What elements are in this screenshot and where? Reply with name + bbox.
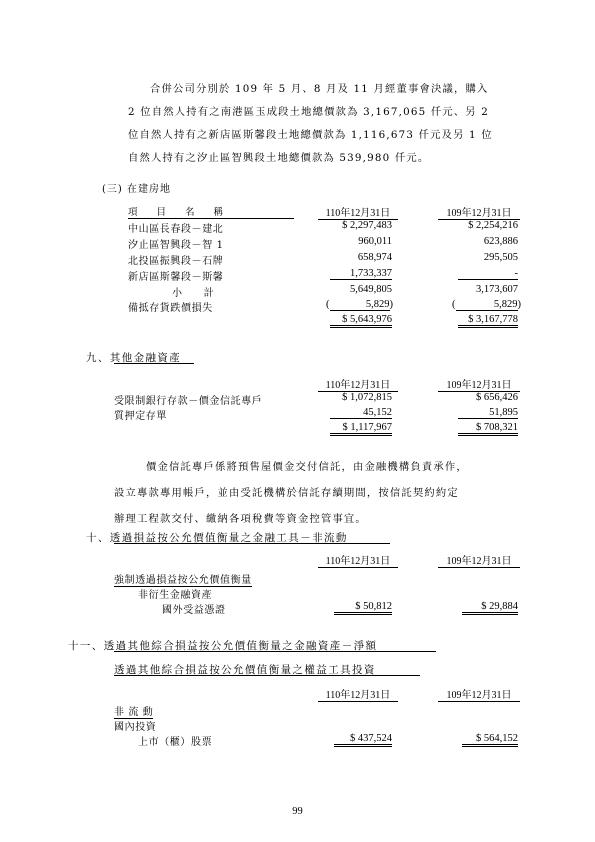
- page-number: 99: [292, 806, 303, 817]
- section9-row-2021: $ 1,072,815: [342, 392, 392, 403]
- construction-row-label: 中山區長春段－建北: [128, 224, 224, 235]
- construction-row-2021: 658,974: [357, 252, 392, 263]
- construction-col-2021: 110年12月31日: [318, 204, 398, 220]
- section11-col-2020: 109年12月31日: [438, 686, 520, 702]
- section9-title-underline: [114, 363, 194, 364]
- construction-col-item: 項 目 名 稱: [128, 204, 294, 219]
- section11-subtitle-text: 透過其他綜合損益按公允價值衡量之權益工具投資: [114, 664, 376, 676]
- section11-label-listed-stocks: 上市（櫃）股票: [138, 737, 213, 748]
- construction-total-2021: $ 5,643,976: [330, 314, 392, 328]
- intro-line: 合併公司分別於 109 年 5 月、8 月及 11 月經董事會決議，購入: [150, 83, 489, 95]
- section9-title-text: 九、其他金融資產: [86, 352, 182, 364]
- section10-col-2021: 110年12月31日: [318, 552, 398, 568]
- intro-line: 位自然人持有之新店區斯馨段土地總價款為 1,116,673 仟元及另 1 位: [128, 129, 493, 141]
- construction-subtotal-2021: 5,649,805: [350, 284, 392, 295]
- construction-subtotal-label: 小 計: [172, 288, 215, 299]
- intro-line: 2 位自然人持有之南港區玉成段土地總價款為 3,167,065 仟元、另 2: [128, 106, 490, 118]
- section11-label-domestic: 國內投資: [114, 722, 157, 733]
- construction-row-2020: -: [458, 268, 518, 280]
- construction-row-2021: $ 2,297,483: [342, 220, 392, 231]
- section11-col-2021: 110年12月31日: [318, 686, 398, 702]
- section11-value-2021: $ 437,524: [334, 733, 392, 747]
- section10-title-underline: [114, 543, 390, 544]
- construction-row-label: 新店區斯馨段－斯馨: [128, 272, 224, 283]
- construction-subtotal-2020: 3,173,607: [476, 284, 518, 295]
- section9-note-line: 價金信託專戶係將預售屋價金交付信託，由金融機構負責承作，: [146, 461, 468, 473]
- construction-allowance-2020: ( 5,829): [452, 299, 521, 310]
- section9-note-line: 設立專款專用帳戶，並由受託機構於信託存續期間，按信託契約約定: [114, 487, 459, 499]
- section11-title-underline: [114, 651, 436, 652]
- intro-line: 自然人持有之汐止區智興段土地總價款為 539,980 仟元。: [128, 152, 430, 164]
- construction-row-label: 汐止區智興段－智 1: [128, 240, 224, 251]
- construction-row-2020: 623,886: [483, 236, 518, 247]
- section10-label-foreign-beneficiary: 國外受益憑證: [162, 605, 226, 616]
- construction-allowance-2021: ( 5,829): [326, 299, 393, 310]
- construction-row-2021: 960,011: [358, 236, 392, 247]
- section10-value-2020: $ 29,884: [462, 601, 518, 615]
- section9-total-2021: $ 1,117,967: [330, 422, 392, 436]
- section9-row-2020: $ 656,426: [476, 392, 518, 403]
- construction-row-2020: $ 2,254,216: [468, 220, 518, 231]
- construction-row-2020: 295,505: [483, 252, 518, 263]
- section10-title-text: 十、透過損益按公允價值衡量之金融工具－非流動: [86, 532, 348, 544]
- section9-row-label: 受限制銀行存款－價金信託專戶: [114, 396, 263, 407]
- intro-paragraph: [128, 78, 493, 170]
- section11-value-2020: $ 564,152: [462, 733, 518, 747]
- section11-title-text: 十一、透過其他綜合損益按公允價值衡量之金融資產－淨額: [68, 640, 378, 652]
- construction-title: (三) 在建房地: [102, 184, 171, 195]
- section9-col-2021: 110年12月31日: [318, 376, 398, 392]
- construction-row-label: 北投區振興段－石牌: [128, 256, 224, 267]
- section9-row-label: 質押定存單: [114, 411, 167, 422]
- construction-allowance-2021-value: 5,829: [330, 299, 390, 311]
- construction-row-2021: 1,733,337: [330, 268, 392, 280]
- section9-row-2020: 51,895: [458, 407, 518, 419]
- section9-col-2020: 109年12月31日: [438, 376, 520, 392]
- section10-label-nonderivative: 非衍生金融資產: [138, 590, 213, 601]
- section10-value-2021: $ 50,812: [334, 601, 392, 615]
- section9-note: [114, 454, 468, 532]
- section9-note-line: 辦理工程款交付、繳納各項稅費等資金控管事宜。: [114, 513, 367, 525]
- section9-total-2020: $ 708,321: [458, 422, 518, 436]
- construction-total-2020: $ 3,167,778: [458, 314, 518, 328]
- construction-allowance-label: 備抵存貨跌價損失: [128, 303, 213, 314]
- section10-label-mandatory: 強制透過損益按公允價值衡量: [114, 571, 252, 587]
- section10-col-2020: 109年12月31日: [438, 552, 520, 568]
- construction-allowance-2020-value: 5,829: [456, 299, 518, 311]
- construction-col-2020: 109年12月31日: [438, 204, 520, 220]
- section11-label-noncurrent: 非 流 動: [114, 703, 153, 719]
- section11-subtitle-underline: [114, 675, 420, 676]
- section9-row-2021: 45,152: [330, 407, 392, 419]
